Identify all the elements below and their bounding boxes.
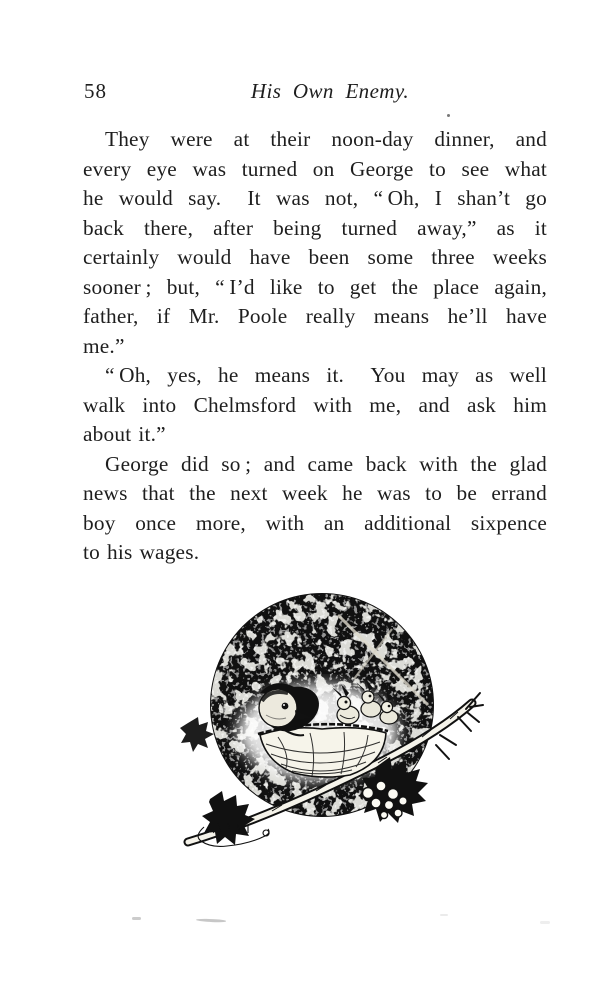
- running-title: His Own Enemy.: [250, 79, 410, 103]
- page-header: [0, 79, 610, 107]
- text-line: certainly would have been some three weeks: [83, 245, 547, 269]
- text-line: George did so ; and came back with the glad: [105, 451, 547, 476]
- paragraph-2: [83, 361, 547, 450]
- text-line: me.”: [83, 333, 125, 358]
- text-line: to his wages.: [83, 540, 200, 564]
- scan-smudge: [440, 914, 448, 916]
- body-text: [83, 125, 547, 568]
- text-line: he would say. It was not, “ Oh, I shan’t go: [83, 186, 547, 210]
- text-line: They were at their noon-day dinner, and: [105, 127, 547, 151]
- paragraph-3: [83, 450, 547, 568]
- text-line: walk into Chelmsford with me, and ask him: [83, 392, 547, 417]
- text-line: sooner ; but, “ I’d like to get the place again,: [83, 274, 547, 299]
- scan-smudge: [540, 921, 550, 924]
- text-line: about it.”: [83, 422, 166, 446]
- text-line: every eye was turned on George to see what: [83, 156, 547, 181]
- paragraph-1: [83, 125, 547, 361]
- text-line: boy once more, with an additional sixpence: [83, 510, 547, 535]
- text-line: father, if Mr. Poole really means he’ll have: [83, 304, 547, 328]
- engraving-svg: [140, 587, 485, 859]
- ink-speck: [447, 114, 450, 117]
- text-line: news that the next week he was to be errand: [83, 481, 547, 505]
- scan-smudge: [196, 918, 226, 923]
- text-line: “ Oh, yes, he means it. You may as well: [105, 363, 547, 387]
- scan-smudge: [132, 917, 141, 920]
- parent-eye: [282, 703, 289, 710]
- nest-engraving-illustration: [140, 587, 485, 859]
- text-line: back there, after being turned away,” as it: [83, 215, 547, 240]
- page-number: 58: [84, 79, 107, 103]
